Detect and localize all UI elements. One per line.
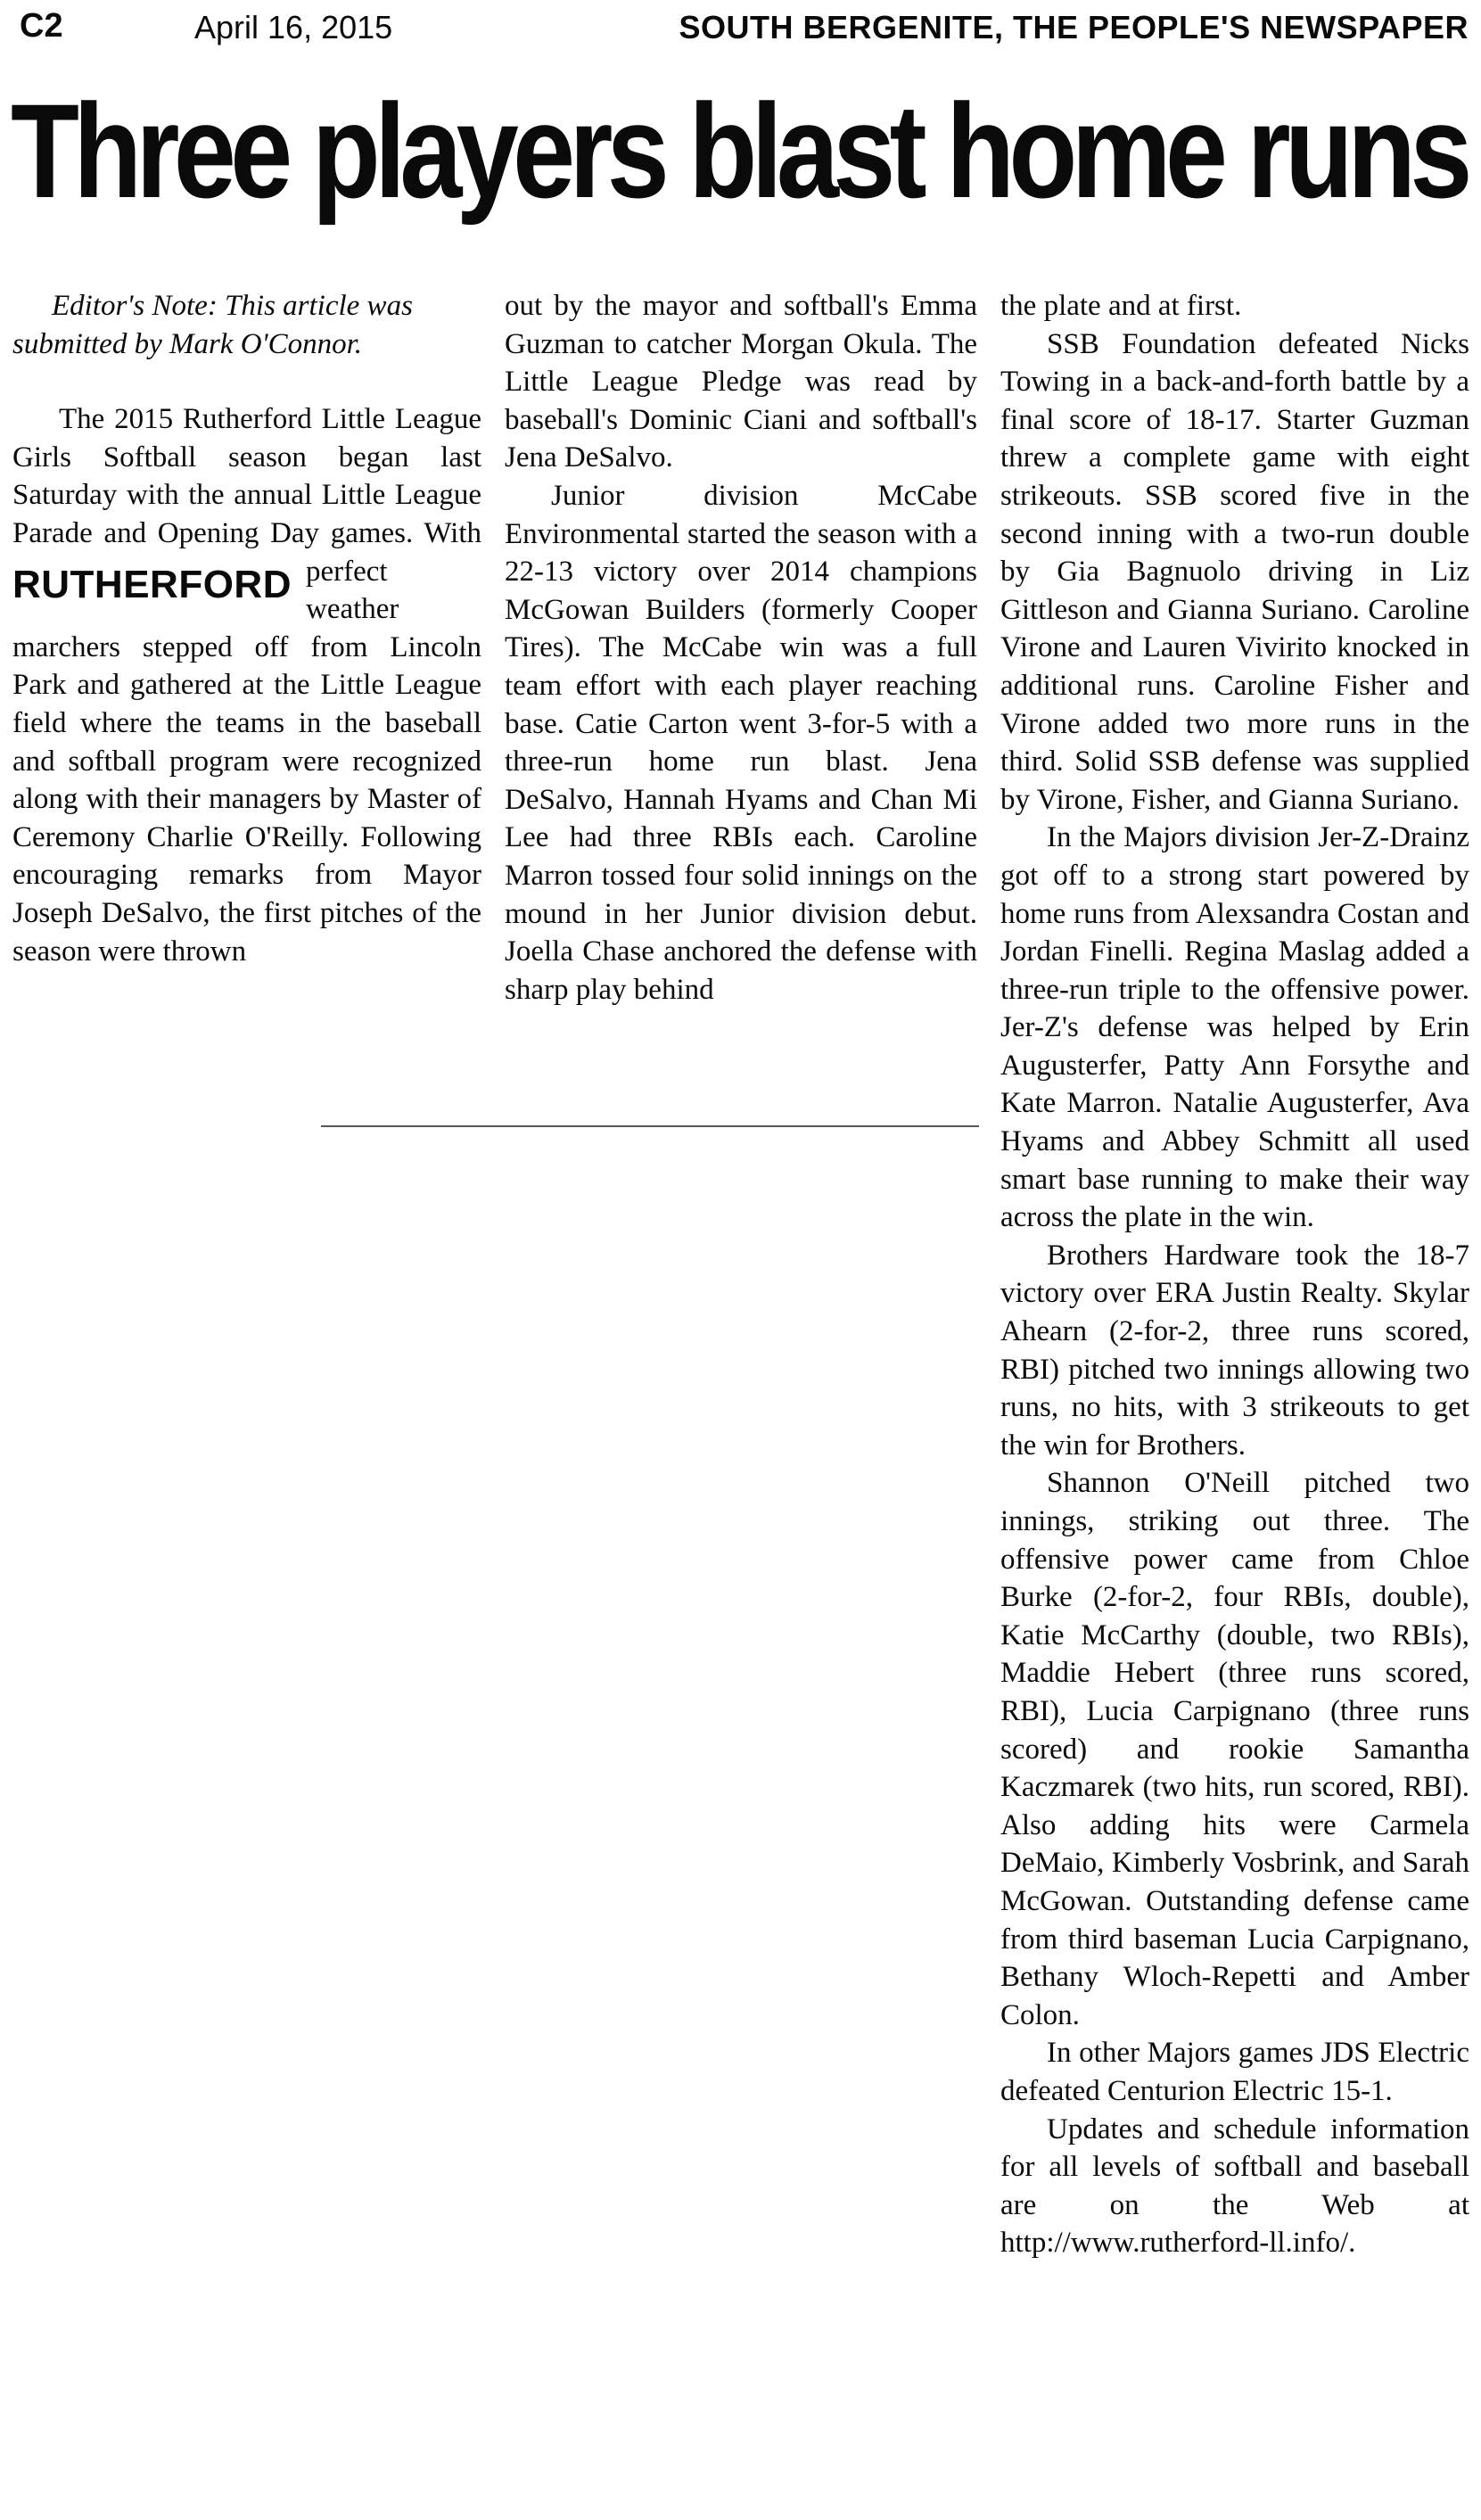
page-number: C2	[20, 7, 63, 45]
paragraph: Brothers Hardware took the 18-7 victory over ERA Justin Realty. Skylar Ahearn (2-for-2, three runs scored, RBI) pitched two innings allowing two runs, no hits, with 3 strikeouts to get the win for Brothers.	[1000, 1239, 1469, 1462]
article-column-2	[505, 287, 977, 1009]
paragraph-lead-continued: weather marchers stepped off from Lincoln Park and gathered at the Little League field where the teams in the baseball and softball program were recognized along with their managers by Master of Ceremony Charlie O'Reilly. Following encouraging remarks from Mayor Joseph DeSalvo, the first pitches of the season were thrown	[12, 593, 481, 968]
paragraph-lead-text: The 2015 Rutherford Little League Girls Softball season began last Saturday with the annual Little League Parade and Opening Day games. With perfect	[12, 403, 481, 588]
page-header	[0, 0, 1481, 54]
paragraph-lead	[12, 400, 481, 970]
headline: Three players blast home runs	[11, 76, 1467, 226]
paragraph: out by the mayor and softball's Emma Guzman to catcher Morgan Okula. The Little League Pledge was read by baseball's Dominic Ciani and softball's Jena DeSalvo.	[505, 290, 977, 474]
column-divider-rule	[321, 1125, 979, 1127]
paragraph: In the Majors division Jer-Z-Drainz got off to a strong start powered by home runs from Alexsandra Costan and Jordan Finelli. Regina Maslag added a three-run triple to the offensive power. Jer-Z's defense was helped by Erin Augusterfer, Patty Ann Forsythe and Kate Marron. Natalie Augusterfer, Ava Hyams and Abbey Schmitt all used smart base running to make their way across the plate in the win.	[1000, 821, 1469, 1234]
editors-note: Editor's Note: This article was submitted by Mark O'Connor.	[12, 290, 413, 360]
paragraph: Updates and schedule information for all levels of softball and baseball are on the Web at http://www.rutherford-ll.info/.	[1000, 2112, 1469, 2260]
newspaper-name: SOUTH BERGENITE, THE PEOPLE'S NEWSPAPER	[679, 9, 1469, 45]
paragraph: SSB Foundation defeated Nicks Towing in a back-and-forth battle by a final score of 18-17. Starter Guzman threw a complete game with eight strikeouts. SSB scored five in the second inning with a two-run double by Gia Bagnuolo driving in Liz Gittleson and Gianna Suriano. Caroline Virone and Lauren Vivirito knocked in additional runs. Caroline Fisher and Virone added two more runs in the third. Solid SSB defense was supplied by Virone, Fisher, and Gianna Suriano.	[1000, 327, 1469, 816]
dateline: RUTHERFORD	[12, 562, 292, 606]
publication-date: April 16, 2015	[194, 9, 393, 45]
paragraph: In other Majors games JDS Electric defeated Centurion Electric 15-1.	[1000, 2037, 1469, 2107]
paragraph: Shannon O'Neill pitched two innings, striking out three. The offensive power came from Chloe Burke (2-for-2, four RBIs, double), Katie McCarthy (double, two RBIs), Maddie Hebert (three runs scored, RBI), Lucia Carpignano (three runs scored) and rookie Samantha Kaczmarek (two hits, run scored, RBI). Also adding hits were Carmela DeMaio, Kimberly Vosbrink, and Sarah McGowan. Outstanding defense came from third baseman Lucia Carpignano, Bethany Wloch-Repetti and Amber Colon.	[1000, 1467, 1469, 2031]
article-column-3	[1000, 287, 1469, 2262]
paragraph: Junior division McCabe Environmental started the season with a 22-13 victory over 2014 champions McGowan Builders (formerly Cooper Tires). The McCabe win was a full team effort with each player reaching base. Catie Carton went 3-for-5 with a three-run home run blast. Jena DeSalvo, Hannah Hyams and Chan Mi Lee had three RBIs each. Caroline Marron tossed four solid innings on the mound in her Junior division debut. Joella Chase anchored the defense with sharp play behind	[505, 479, 977, 1006]
paragraph: the plate and at first.	[1000, 290, 1242, 322]
article-column-1	[12, 287, 481, 970]
